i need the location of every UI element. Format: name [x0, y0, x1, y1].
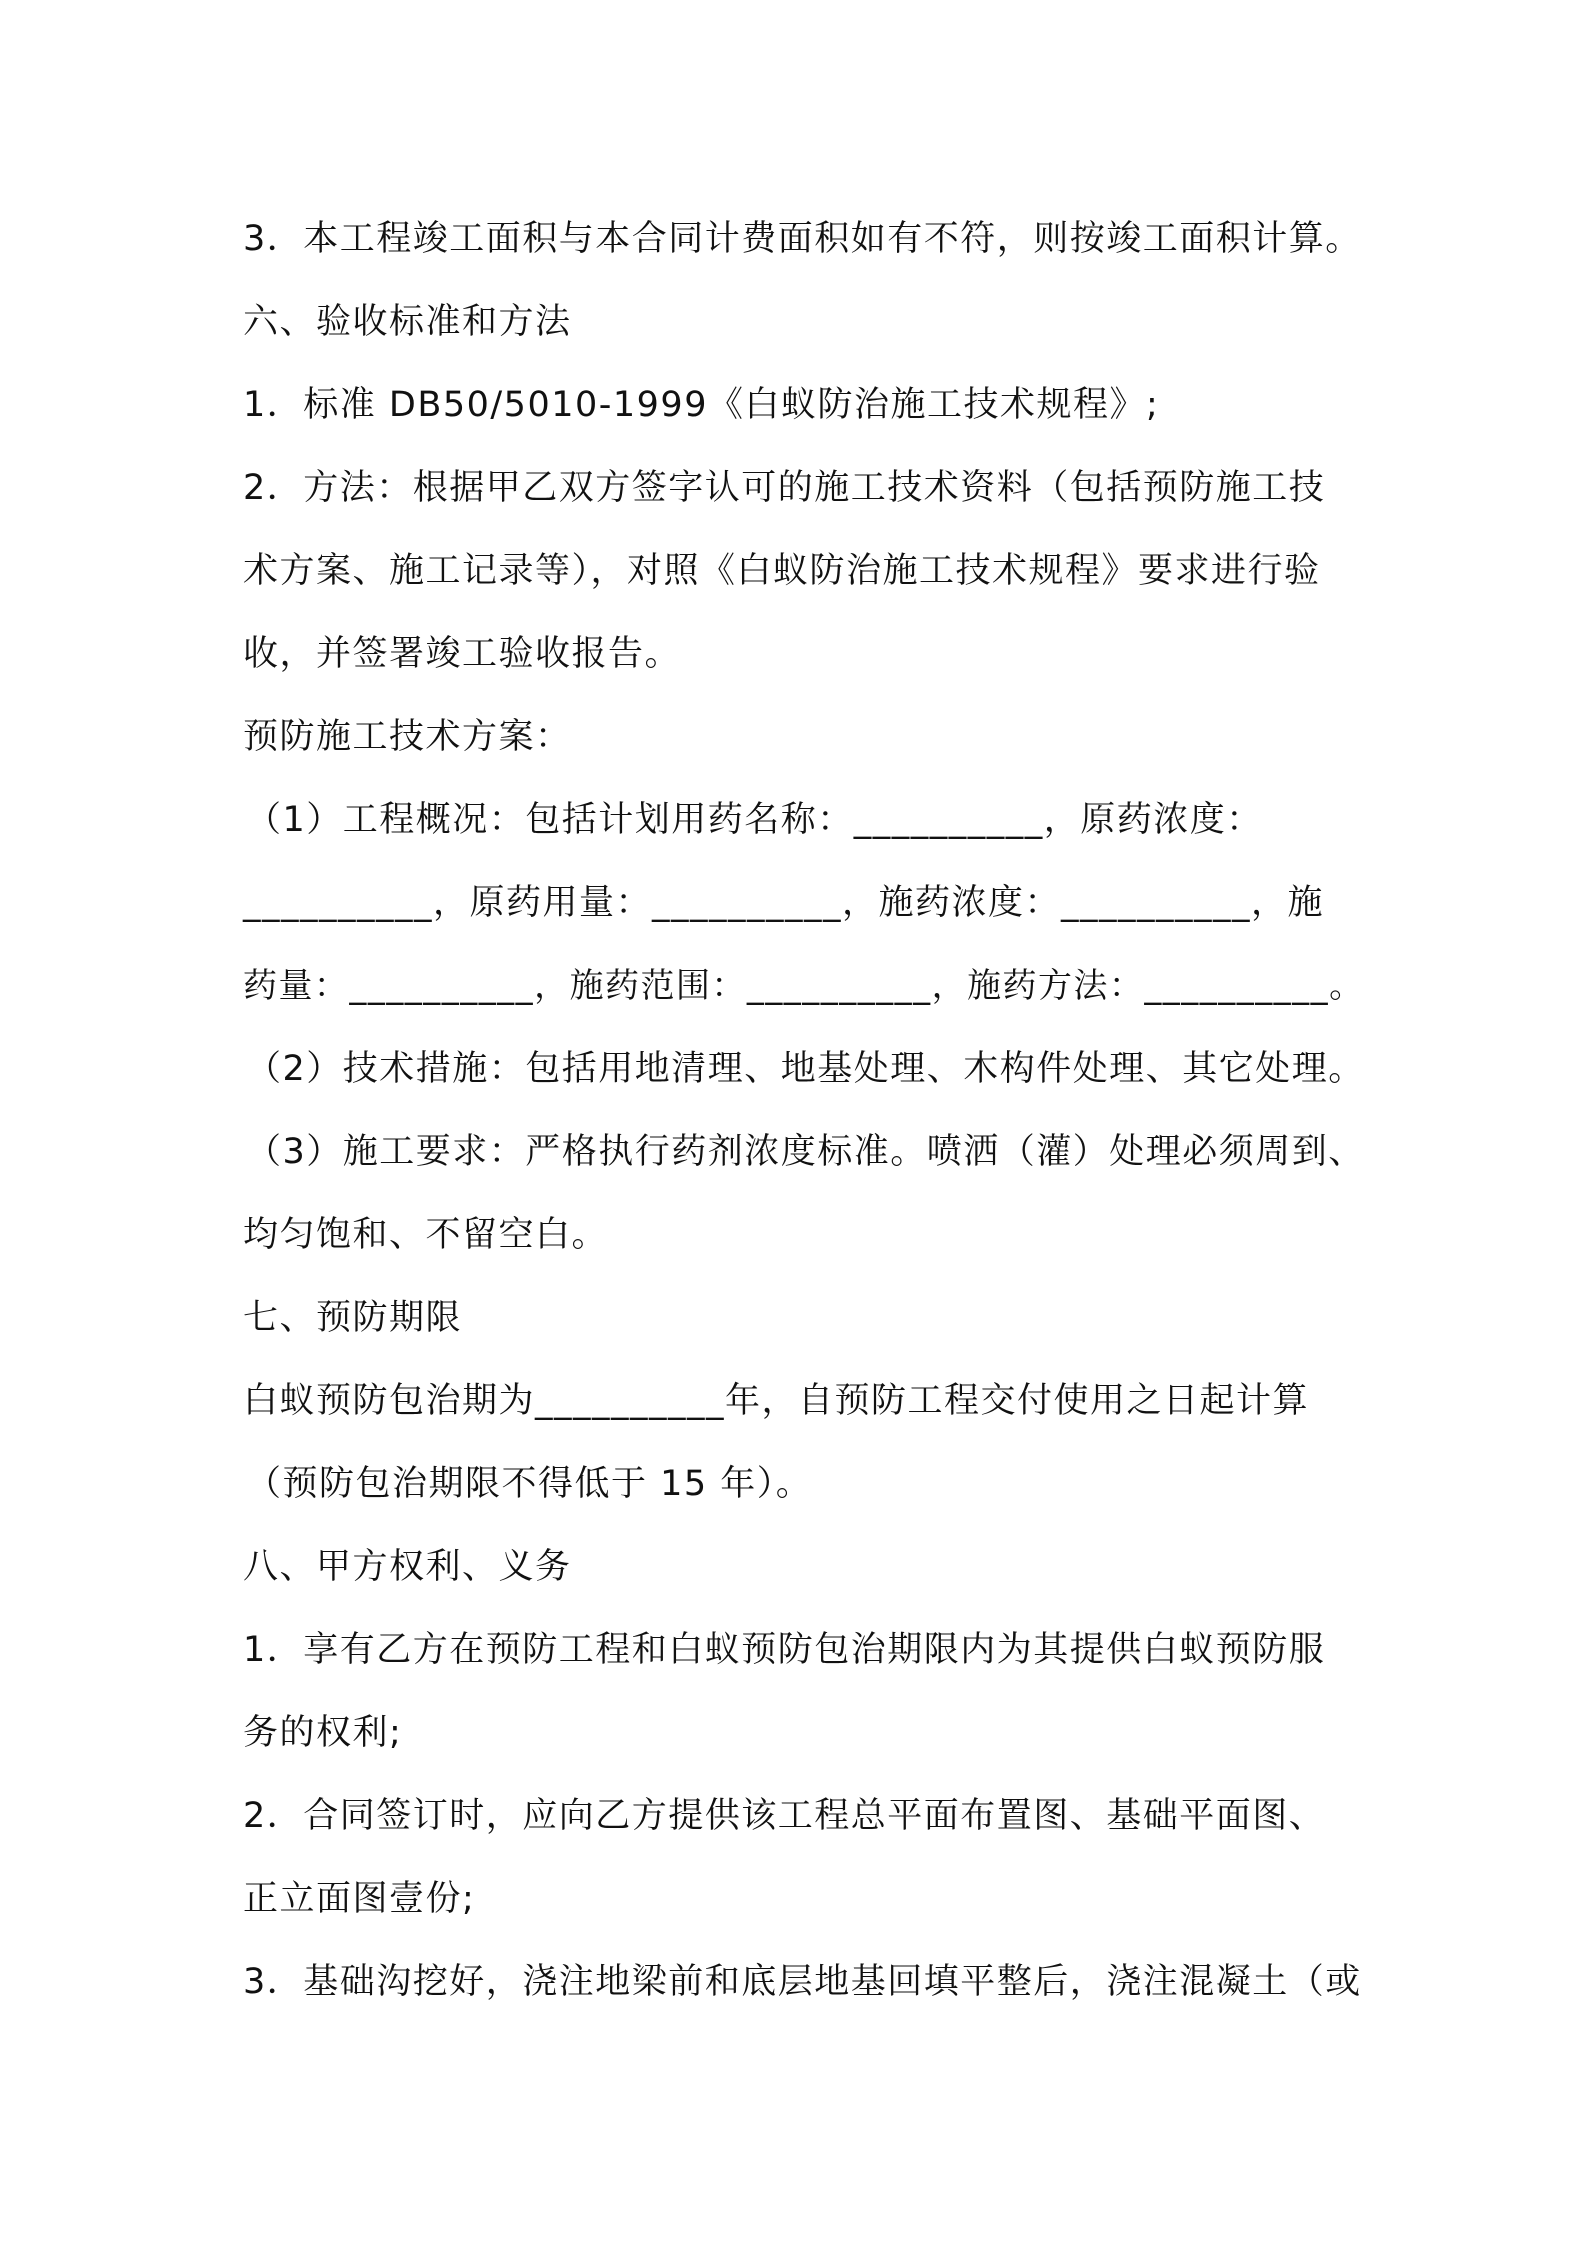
prevention-plan-heading: 预防施工技术方案： — [243, 717, 572, 757]
item-3-requirements-line-1: （3）施工要求：严格执行药剂浓度标准。喷洒（灌）处理必须周到、 — [246, 1132, 1365, 1172]
item-2-measures: （2）技术措施：包括用地清理、地基处理、木构件处理、其它处理。 — [246, 1049, 1365, 1089]
party-a-clause-2-line-1: 2．合同签订时，应向乙方提供该工程总平面布置图、基础平面图、 — [243, 1796, 1326, 1836]
section-6-heading: 六、验收标准和方法 — [243, 302, 572, 342]
clause-3-area-calc: 3．本工程竣工面积与本合同计费面积如有不符，则按竣工面积计算。 — [243, 219, 1362, 259]
party-a-clause-2-line-2: 正立面图壹份; — [243, 1879, 476, 1919]
item-1-overview-line-1: （1）工程概况：包括计划用药名称：__________，原药浓度： — [246, 800, 1263, 840]
item-1-overview-line-2: __________，原药用量：__________，施药浓度：__________，施 — [243, 883, 1325, 923]
party-a-clause-1-line-1: 1．享有乙方在预防工程和白蚁预防包治期限内为其提供白蚁预防服 — [243, 1630, 1326, 1670]
document-body — [243, 198, 1363, 2024]
warranty-period-line-1: 白蚁预防包治期为__________年，自预防工程交付使用之日起计算 — [243, 1381, 1310, 1421]
clause-2-method-line-3: 收，并签署竣工验收报告。 — [243, 634, 682, 674]
item-1-overview-line-3: 药量：__________，施药范围：__________，施药方法：__________。 — [243, 966, 1365, 1006]
clause-2-method-line-1: 2．方法：根据甲乙双方签字认可的施工技术资料（包括预防施工技 — [243, 468, 1326, 508]
section-8-heading: 八、甲方权利、义务 — [243, 1547, 572, 1587]
clause-1-standard: 1．标准 DB50/5010-1999《白蚁防治施工技术规程》; — [243, 385, 1160, 425]
clause-2-method-line-2: 术方案、施工记录等），对照《白蚁防治施工技术规程》要求进行验 — [243, 551, 1321, 591]
party-a-clause-1-line-2: 务的权利; — [243, 1713, 403, 1753]
section-7-heading: 七、预防期限 — [243, 1298, 463, 1338]
item-3-requirements-line-2: 均匀饱和、不留空白。 — [243, 1215, 609, 1255]
warranty-period-line-2: （预防包治期限不得低于 15 年）。 — [246, 1464, 813, 1504]
party-a-clause-3-line-1: 3．基础沟挖好，浇注地梁前和底层地基回填平整后，浇注混凝土（或 — [243, 1962, 1362, 2002]
